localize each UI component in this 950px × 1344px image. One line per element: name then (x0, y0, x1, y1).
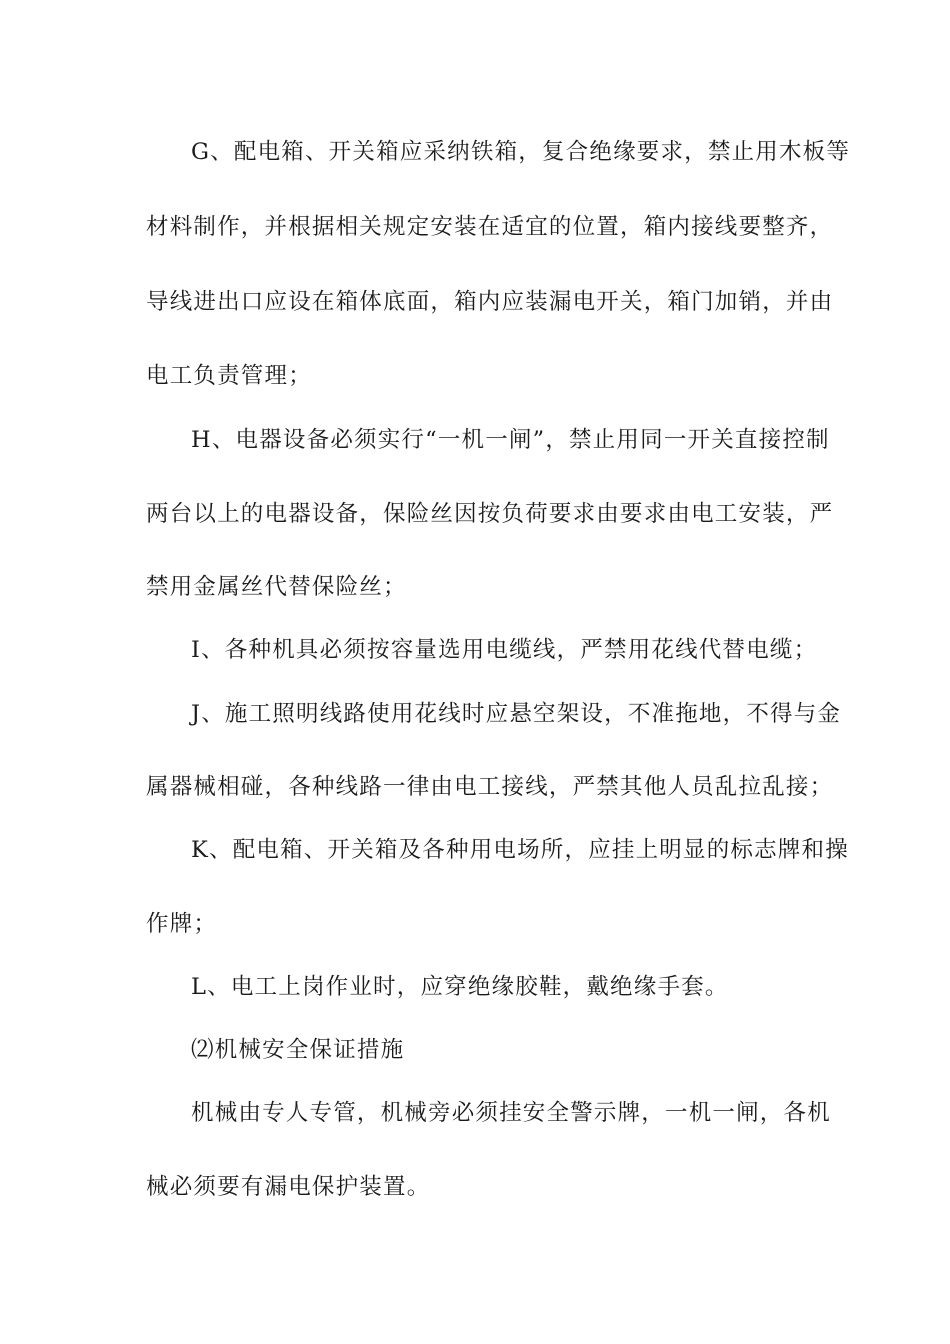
paragraph-g-line-4: 电工负责管理； (146, 363, 312, 389)
paragraph-i-line-1: I、各种机具必须按容量选用电缆线，严禁用花线代替电缆； (191, 637, 818, 663)
paragraph-h-line-3: 禁用金属丝代替保险丝； (146, 574, 407, 600)
paragraph-machinery-line-1: 机械由专人专管，机械旁必须挂安全警示牌，一机一闸，各机 (191, 1100, 831, 1126)
paragraph-h-line-2: 两台以上的电器设备，保险丝因按负荷要求由要求由电工安装，严 (146, 501, 834, 527)
paragraph-g-line-2: 材料制作，并根据相关规定安装在适宜的位置，箱内接线要整齐， (146, 214, 834, 240)
paragraph-l-line-1: L、电工上岗作业时，应穿绝缘胶鞋，戴绝缘手套。 (191, 974, 729, 1000)
paragraph-j-line-2: 属器械相碰，各种线路一律由电工接线，严禁其他人员乱拉乱接； (146, 774, 834, 800)
section-heading-machinery-safety: ⑵机械安全保证措施 (191, 1037, 405, 1063)
paragraph-k-line-1: K、配电箱、开关箱及各种用电场所，应挂上明显的标志牌和操 (191, 837, 849, 863)
paragraph-h-line-1: H、电器设备必须实行“一机一闸”，禁止用同一开关直接控制 (191, 427, 830, 453)
paragraph-j-line-1: J、施工照明线路使用花线时应悬空架设，不准拖地，不得与金 (191, 701, 842, 727)
paragraph-g-line-1: G、配电箱、开关箱应采纳铁箱，复合绝缘要求，禁止用木板等 (191, 139, 851, 165)
paragraph-k-line-2: 作牌； (146, 911, 218, 937)
paragraph-machinery-line-2: 械必须要有漏电保护装置。 (146, 1174, 431, 1200)
paragraph-g-line-3: 导线进出口应设在箱体底面，箱内应装漏电开关，箱门加销，并由 (146, 289, 834, 315)
